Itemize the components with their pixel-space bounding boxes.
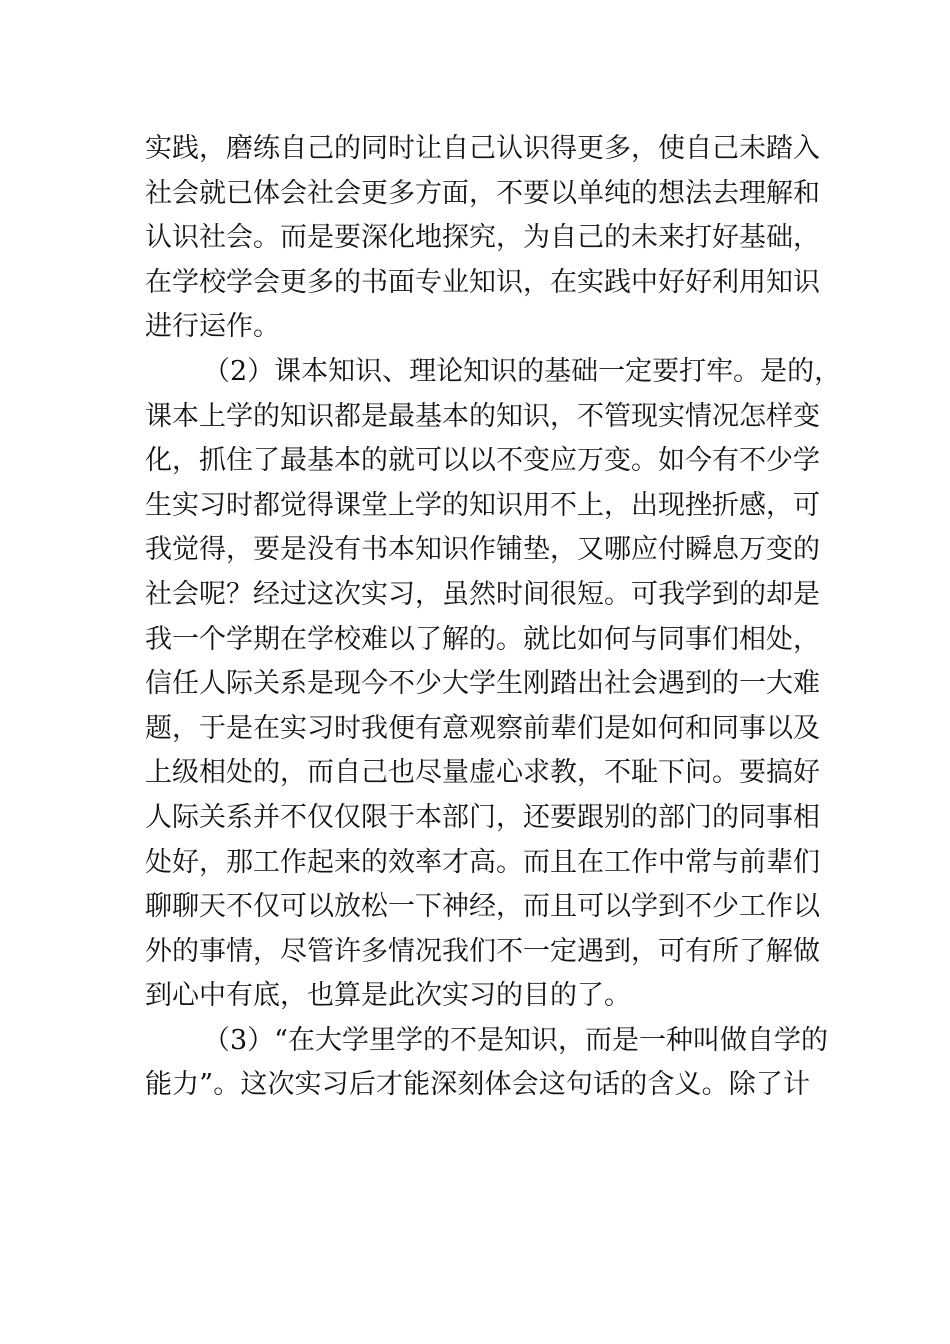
text-line: 到心中有底，也算是此次实习的目的了。: [145, 980, 631, 1012]
text-line: 人际关系并不仅仅限于本部门，还要跟别的部门的同事相: [145, 801, 820, 833]
text-line: 在学校学会更多的书面专业知识，在实践中好好利用知识: [145, 266, 820, 298]
text-line: 社会呢？经过这次实习，虽然时间很短。可我学到的却是: [145, 578, 820, 610]
text-line: 实践，磨练自己的同时让自己认识得更多，使自己未踏入: [145, 133, 820, 164]
text-line: 化，抓住了最基本的就可以以不变应万变。如今有不少学: [145, 445, 820, 477]
text-line: 题，于是在实习时我便有意观察前辈们是如何和同事以及: [145, 712, 820, 744]
text-line: 上级相处的，而自己也尽量虚心求教，不耻下问。要搞好: [145, 757, 820, 789]
text-line: 我一个学期在学校难以了解的。就比如何与同事们相处，: [145, 623, 820, 655]
text-line: 认识社会。而是要深化地探究，为自己的未来打好基础，: [145, 222, 820, 254]
paragraph-1: [145, 127, 820, 350]
text-line: 社会就已体会社会更多方面，不要以单纯的想法去理解和: [145, 177, 820, 209]
text-line: 我觉得，要是没有书本知识作铺垫，又哪应付瞬息万变的: [145, 534, 820, 566]
text-line: 进行运作。: [145, 311, 280, 343]
paragraph-2: [145, 350, 842, 1019]
text-line: 能力”。这次实习后才能深刻体会这句话的含义。除了计: [145, 1069, 810, 1101]
document-body: [145, 127, 842, 1108]
text-line: 信任人际关系是现今不少大学生刚踏出社会遇到的一大难: [145, 668, 820, 700]
text-line: 课本上学的知识都是最基本的知识，不管现实情况怎样变: [145, 400, 820, 432]
text-line: （2）课本知识、理论知识的基础一定要打牢。是的，: [203, 355, 842, 387]
text-line: 生实习时都觉得课堂上学的知识用不上，出现挫折感，可: [145, 489, 820, 521]
text-line: 聊聊天不仅可以放松一下神经，而且可以学到不少工作以: [145, 891, 820, 923]
text-line: 处好，那工作起来的效率才高。而且在工作中常与前辈们: [145, 846, 820, 878]
text-line: （3）“在大学里学的不是知识，而是一种叫做自学的: [203, 1024, 828, 1056]
text-line: 外的事情，尽管许多情况我们不一定遇到，可有所了解做: [145, 935, 820, 967]
paragraph-3: [145, 1019, 828, 1108]
